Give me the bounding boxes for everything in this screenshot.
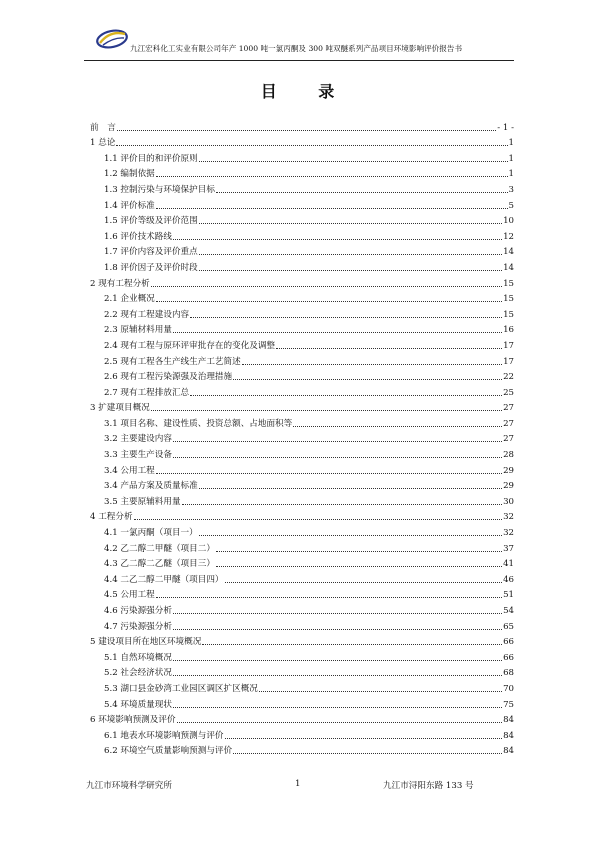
toc-leader-dots <box>173 707 502 708</box>
toc-entry-label: 1.2 编制依据 <box>104 169 155 180</box>
toc-entry-page: 15 <box>503 278 514 289</box>
toc-entry-label: 1.7 评价内容及评价重点 <box>104 247 198 258</box>
toc-entry-label: 前 言 <box>90 122 116 133</box>
toc-entry[interactable] <box>84 555 514 571</box>
toc-entry[interactable] <box>84 290 514 306</box>
toc-leader-dots <box>216 192 508 193</box>
toc-leader-dots <box>116 145 507 146</box>
toc-entry[interactable] <box>84 305 514 321</box>
toc-entry-page: 1 <box>508 169 514 180</box>
toc-entry-label: 4.6 污染源强分析 <box>104 606 172 616</box>
toc-leader-dots <box>156 473 502 474</box>
toc-entry-page: 29 <box>503 465 514 476</box>
toc-entry-page: 84 <box>503 746 514 757</box>
toc-entry-page: 15 <box>503 309 514 320</box>
toc-leader-dots <box>190 317 502 318</box>
toc-leader-dots <box>259 691 502 692</box>
toc-entry[interactable] <box>84 149 514 165</box>
toc-entry[interactable] <box>84 243 514 259</box>
toc-leader-dots <box>156 597 502 598</box>
toc-entry-page: 66 <box>503 652 514 663</box>
toc-entry-page: 65 <box>503 621 514 632</box>
header-title: 九江宏科化工实业有限公司年产 1000 吨一氯丙酮及 300 吨双醚系列产品项目环境影响评价报告书 <box>130 44 463 53</box>
toc-entry[interactable] <box>84 227 514 243</box>
toc-entry[interactable] <box>84 180 514 196</box>
toc-leader-dots <box>225 738 503 739</box>
toc-entry-page: 37 <box>503 543 514 554</box>
toc-entry-page: 17 <box>503 340 514 351</box>
toc-entry-label: 1.5 评价等级及评价范围 <box>104 216 198 227</box>
toc-leader-dots <box>156 208 508 209</box>
toc-leader-dots <box>173 629 502 630</box>
toc-entry-label: 3.4 产品方案及质量标准 <box>104 481 198 492</box>
toc-entry[interactable] <box>84 586 514 602</box>
table-of-contents <box>84 118 514 757</box>
toc-entry-label: 1 总论 <box>90 138 116 149</box>
toc-entry-page: 30 <box>503 496 514 507</box>
toc-entry[interactable] <box>84 414 514 430</box>
toc-entry[interactable] <box>84 633 514 649</box>
toc-entry-page: 51 <box>503 590 514 601</box>
toc-leader-dots <box>242 364 502 365</box>
toc-entry[interactable] <box>84 601 514 617</box>
toc-entry-label: 3.2 主要建设内容 <box>104 434 172 445</box>
toc-entry[interactable] <box>84 726 514 742</box>
toc-entry-page: 16 <box>503 325 514 336</box>
toc-leader-dots <box>276 348 502 349</box>
page-header <box>84 28 514 61</box>
toc-leader-dots <box>199 223 502 224</box>
page-title: 目 录 <box>260 82 353 101</box>
toc-leader-dots <box>156 301 502 302</box>
toc-entry[interactable] <box>84 477 514 493</box>
toc-entry-page: 75 <box>503 699 514 710</box>
toc-leader-dots <box>156 176 508 177</box>
toc-entry[interactable] <box>84 539 514 555</box>
toc-entry-page: 84 <box>503 730 514 741</box>
toc-entry[interactable] <box>84 648 514 664</box>
toc-entry[interactable] <box>84 711 514 727</box>
toc-entry-label: 5.3 湖口县金砂湾工业园区调区扩区概况 <box>104 683 258 694</box>
toc-entry-page: 32 <box>503 528 514 539</box>
toc-entry-page: 68 <box>503 668 514 679</box>
toc-entry-label: 3.1 项目名称、建设性质、投资总额、占地面积等 <box>104 418 293 429</box>
toc-leader-dots <box>233 379 502 380</box>
toc-entry[interactable] <box>84 617 514 633</box>
toc-leader-dots <box>199 535 502 536</box>
toc-entry-page: 27 <box>503 434 514 445</box>
company-logo-icon <box>94 26 130 52</box>
toc-entry-page: 17 <box>503 356 514 367</box>
toc-entry[interactable] <box>84 196 514 212</box>
toc-entry-label: 3 扩建项目概况 <box>90 403 150 414</box>
toc-entry-page: 46 <box>503 574 514 585</box>
toc-entry-page: 3 <box>508 184 514 195</box>
toc-leader-dots <box>134 519 502 520</box>
toc-entry-page: 27 <box>503 403 514 414</box>
toc-entry-page: 15 <box>503 294 514 305</box>
toc-entry[interactable] <box>84 679 514 695</box>
toc-leader-dots <box>173 660 502 661</box>
toc-entry[interactable] <box>84 352 514 368</box>
toc-leader-dots <box>202 644 502 645</box>
toc-leader-dots <box>199 488 502 489</box>
toc-entry-label: 2.7 现有工程排放汇总 <box>104 387 190 398</box>
toc-entry[interactable] <box>84 461 514 477</box>
footer-page-number: 1 <box>295 779 301 789</box>
toc-leader-dots <box>151 410 502 411</box>
toc-entry-label: 5 建设项目所在地区环境概况 <box>90 637 202 648</box>
toc-entry-page: 22 <box>503 372 514 383</box>
toc-entry-label: 2.2 现有工程建设内容 <box>104 309 190 320</box>
toc-entry[interactable] <box>84 258 514 274</box>
toc-entry-label: 2 现有工程分析 <box>90 278 150 289</box>
toc-entry-label: 4.7 污染源强分析 <box>104 621 172 632</box>
toc-entry-label: 1.4 评价标准 <box>104 200 155 211</box>
toc-entry-page: 84 <box>503 715 514 726</box>
toc-entry-page: 12 <box>503 231 514 242</box>
toc-entry[interactable] <box>84 383 514 399</box>
toc-entry[interactable] <box>84 134 514 150</box>
toc-entry-label: 4.2 乙二醇二甲醚（项目二） <box>104 543 215 554</box>
toc-entry-label: 2.4 现有工程与原环评审批存在的变化及调整 <box>104 340 276 351</box>
toc-entry-page: - 1 - <box>497 122 514 133</box>
toc-entry-label: 1.6 评价技术路线 <box>104 231 172 242</box>
page-footer <box>0 779 595 809</box>
toc-entry-label: 1.1 评价目的和评价原则 <box>104 153 198 164</box>
toc-entry[interactable] <box>84 321 514 337</box>
toc-leader-dots <box>151 286 502 287</box>
toc-entry-page: 14 <box>503 247 514 258</box>
footer-address: 九江市浔阳东路 133 号 <box>383 781 474 791</box>
toc-leader-dots <box>293 426 502 427</box>
toc-entry[interactable] <box>84 508 514 524</box>
toc-entry-page: 29 <box>503 481 514 492</box>
toc-entry-page: 1 <box>508 153 514 164</box>
toc-leader-dots <box>216 551 502 552</box>
toc-entry-label: 2.6 现有工程污染源强及治理措施 <box>104 372 233 383</box>
toc-entry[interactable] <box>84 664 514 680</box>
toc-leader-dots <box>199 254 502 255</box>
toc-entry-page: 32 <box>503 512 514 523</box>
toc-leader-dots <box>225 582 503 583</box>
toc-entry-page: 5 <box>508 200 514 211</box>
toc-entry[interactable] <box>84 274 514 290</box>
toc-entry-page: 54 <box>503 606 514 616</box>
toc-entry-page: 14 <box>503 262 514 273</box>
toc-entry[interactable] <box>84 695 514 711</box>
toc-entry-page: 1 <box>508 138 514 149</box>
toc-entry-page: 25 <box>503 387 514 398</box>
toc-entry-label: 4 工程分析 <box>90 512 133 523</box>
toc-entry[interactable] <box>84 523 514 539</box>
toc-entry-page: 10 <box>503 216 514 227</box>
toc-entry-page: 70 <box>503 683 514 694</box>
toc-leader-dots <box>190 395 502 396</box>
toc-entry-page: 41 <box>503 559 514 570</box>
toc-leader-dots <box>177 722 503 723</box>
toc-entry[interactable] <box>84 570 514 586</box>
toc-entry-label: 1.8 评价因子及评价时段 <box>104 262 198 273</box>
toc-leader-dots <box>199 270 502 271</box>
toc-entry[interactable] <box>84 336 514 352</box>
toc-leader-dots <box>233 753 502 754</box>
toc-leader-dots <box>173 441 502 442</box>
toc-leader-dots <box>173 457 502 458</box>
toc-entry[interactable] <box>84 368 514 384</box>
toc-entry[interactable] <box>84 212 514 228</box>
footer-organization: 九江市环境科学研究所 <box>86 781 172 791</box>
toc-entry[interactable] <box>84 165 514 181</box>
toc-leader-dots <box>173 613 502 614</box>
toc-entry-label: 4.4 二乙二醇二甲醚（项目四） <box>104 574 224 585</box>
toc-entry[interactable] <box>84 492 514 508</box>
toc-entry[interactable] <box>84 430 514 446</box>
toc-leader-dots <box>182 504 503 505</box>
toc-leader-dots <box>199 161 508 162</box>
toc-entry-label: 4.1 一氯丙酮（项目一） <box>104 528 198 539</box>
toc-entry-label: 4.5 公用工程 <box>104 590 155 601</box>
toc-entry-label: 3.5 主要原辅料用量 <box>104 496 181 507</box>
toc-entry-label: 6.1 地表水环境影响预测与评价 <box>104 730 224 741</box>
toc-entry-label: 2.5 现有工程各生产线生产工艺简述 <box>104 356 241 367</box>
toc-entry-label: 1.3 控制污染与环境保护目标 <box>104 184 215 195</box>
toc-leader-dots <box>117 130 496 131</box>
toc-leader-dots <box>173 332 502 333</box>
toc-entry[interactable] <box>84 118 514 134</box>
toc-entry-label: 4.3 乙二醇二乙醚（项目三） <box>104 559 215 570</box>
toc-entry-label: 2.3 原辅材料用量 <box>104 325 172 336</box>
toc-entry[interactable] <box>84 445 514 461</box>
toc-entry-page: 27 <box>503 418 514 429</box>
toc-entry-label: 2.1 企业概况 <box>104 294 155 305</box>
toc-leader-dots <box>173 239 502 240</box>
toc-leader-dots <box>173 675 502 676</box>
toc-entry-label: 6.2 环境空气质量影响预测与评价 <box>104 746 233 757</box>
toc-entry-label: 5.2 社会经济状况 <box>104 668 172 679</box>
toc-entry[interactable] <box>84 399 514 415</box>
toc-entry[interactable] <box>84 742 514 758</box>
toc-entry-page: 28 <box>503 450 514 461</box>
toc-entry-page: 66 <box>503 637 514 648</box>
toc-entry-label: 3.4 公用工程 <box>104 465 155 476</box>
toc-entry-label: 3.3 主要生产设备 <box>104 450 172 461</box>
toc-entry-label: 6 环境影响预测及评价 <box>90 715 176 726</box>
toc-entry-label: 5.1 自然环境概况 <box>104 652 172 663</box>
toc-entry-label: 5.4 环境质量现状 <box>104 699 172 710</box>
toc-leader-dots <box>216 566 502 567</box>
